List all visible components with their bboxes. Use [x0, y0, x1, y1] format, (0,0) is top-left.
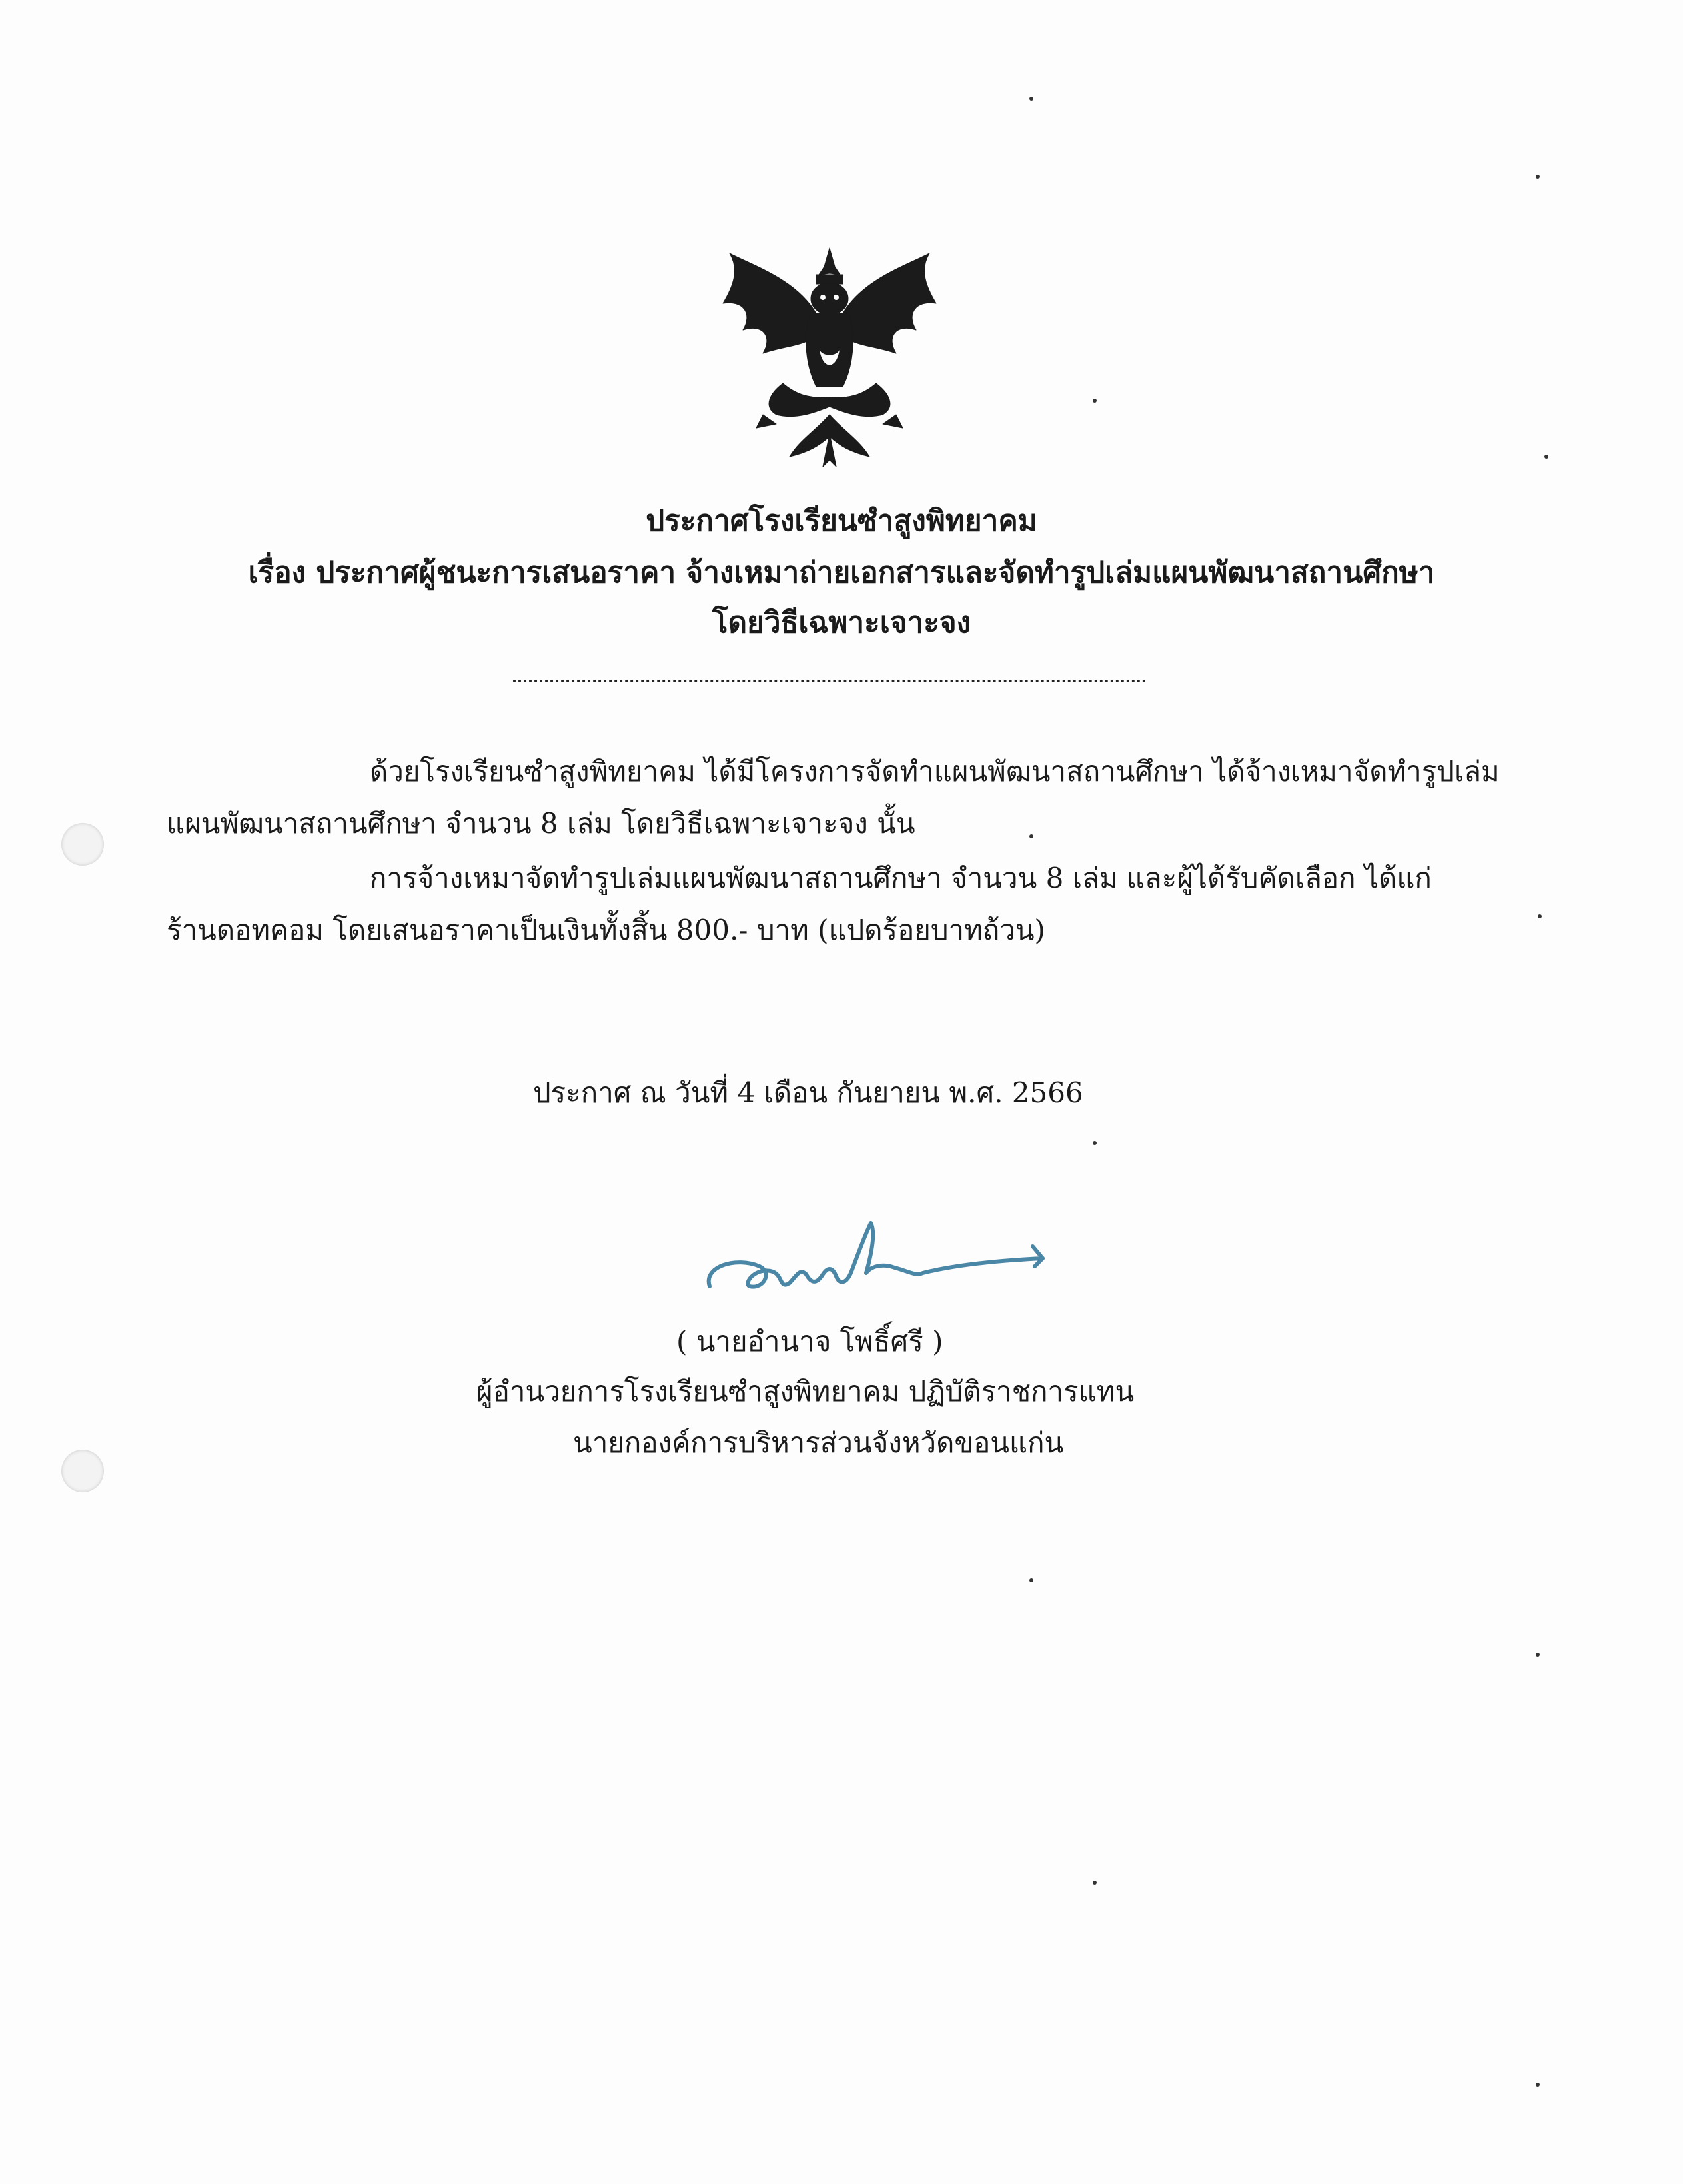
announcement-subject: เรื่อง ประกาศผู้ชนะการเสนอราคา จ้างเหมาถ่ายเอกสารและจัดทำรูปเล่มแผนพัฒนาสถานศึกษา	[248, 556, 1435, 590]
punch-hole-top	[61, 823, 104, 866]
announcement-date: ประกาศ ณ วันที่ 4 เดือน กันยายน พ.ศ. 2566	[533, 1076, 1083, 1109]
scan-speck	[1093, 1141, 1097, 1145]
signatory-title-line-2: นายกองค์การบริหารส่วนจังหวัดขอนแก่น	[573, 1426, 1064, 1459]
signatory-name: ( นายอำนาจ โพธิ์ศรี )	[676, 1325, 943, 1358]
handwritten-signature	[696, 1193, 1056, 1306]
garuda-emblem-icon	[716, 240, 943, 473]
scan-speck	[1029, 97, 1033, 101]
punch-hole-bottom	[61, 1450, 104, 1492]
signatory-title-line-1: ผู้อำนวยการโรงเรียนซำสูงพิทยาคม ปฏิบัติราชการแทน	[476, 1375, 1135, 1408]
scan-speck	[1029, 834, 1033, 838]
body-paragraph-1-line-1: ด้วยโรงเรียนซำสูงพิทยาคม ได้มีโครงการจัดทำแผนพัฒนาสถานศึกษา ได้จ้างเหมาจัดทำรูปเล่ม	[370, 755, 1500, 788]
scan-speck	[1029, 1578, 1033, 1582]
scan-speck	[1544, 455, 1548, 459]
dotted-divider	[513, 680, 1146, 682]
scan-speck	[1093, 1881, 1097, 1885]
announcement-method: โดยวิธีเฉพาะเจาะจง	[712, 606, 971, 640]
scan-speck	[1536, 175, 1540, 179]
body-paragraph-2-line-1: การจ้างเหมาจัดทำรูปเล่มแผนพัฒนาสถานศึกษา จำนวน 8 เล่ม และผู้ได้รับคัดเลือก ได้แก่	[370, 862, 1432, 894]
announcement-title: ประกาศโรงเรียนซำสูงพิทยาคม	[646, 504, 1037, 538]
scan-speck	[1538, 914, 1542, 918]
scan-speck	[1536, 2083, 1540, 2087]
body-paragraph-2-line-2: ร้านดอทคอม โดยเสนอราคาเป็นเงินทั้งสิ้น 800.- บาท (แปดร้อยบาทถ้วน)	[167, 914, 1045, 946]
scan-speck	[1536, 1653, 1540, 1657]
body-paragraph-1-line-2: แผนพัฒนาสถานศึกษา จำนวน 8 เล่ม โดยวิธีเฉพาะเจาะจง นั้น	[167, 807, 915, 840]
scan-speck	[1093, 399, 1097, 403]
